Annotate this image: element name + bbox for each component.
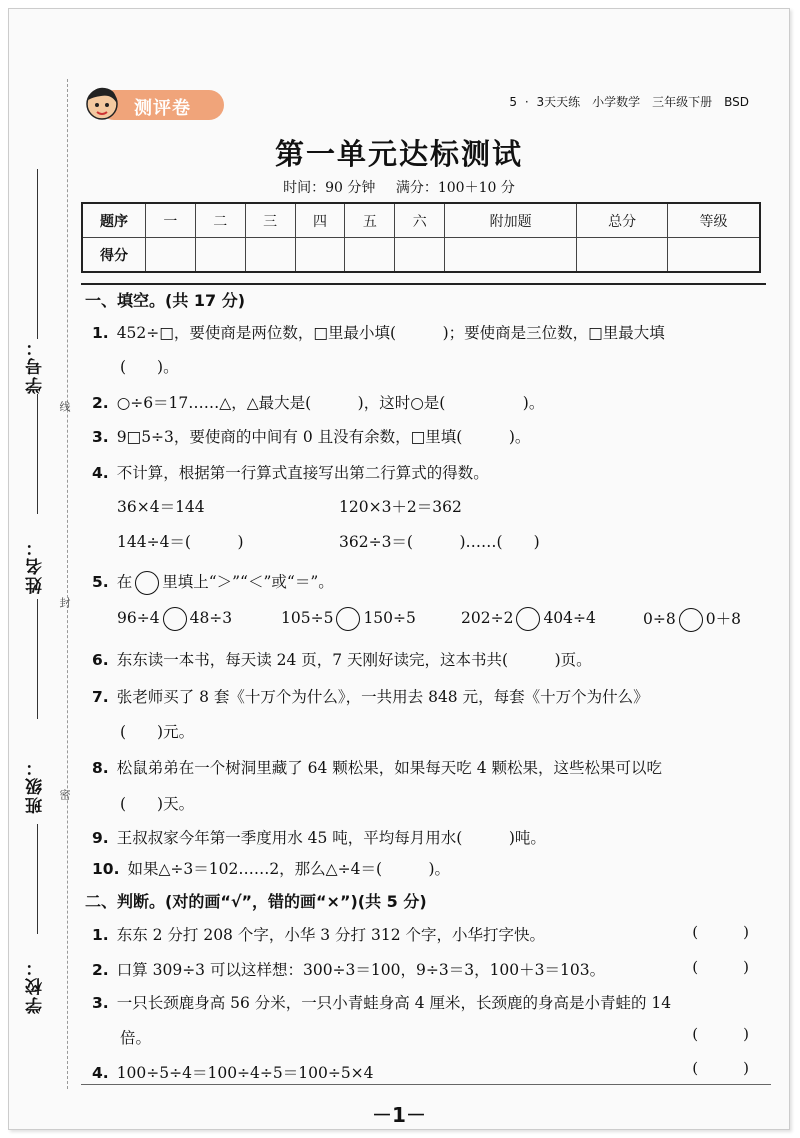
question-text: 张老师买了 8 套《十万个为什么》，一共用去 848 元，每套《十万个为什么》 bbox=[116, 688, 649, 706]
compare-item bbox=[281, 607, 416, 631]
full-score: 满分：100＋10 分 bbox=[395, 180, 515, 196]
section1-heading: 一、填空。(共 17 分) bbox=[85, 291, 246, 310]
score-header-cell: 六 bbox=[395, 203, 445, 238]
compare-right: 48÷3 bbox=[189, 609, 233, 627]
q4-expr-a2: 120×3＋2＝362 bbox=[339, 498, 462, 516]
question-text: 452÷□，要使商是两位数，□里最小填( )；要使商是三位数，□里最大填 bbox=[116, 324, 665, 342]
page-number: －1－ bbox=[372, 1103, 426, 1127]
question-number: 2. bbox=[92, 961, 109, 979]
question-text: ○÷6＝17……△，△最大是( )，这时○是( )。 bbox=[116, 394, 545, 412]
question-number: 1. bbox=[92, 926, 109, 944]
question-1-5 bbox=[92, 570, 334, 595]
score-header-cell: 一 bbox=[146, 203, 196, 238]
question-number: 3. bbox=[92, 994, 109, 1012]
question-1-1-cont: ( )。 bbox=[120, 358, 179, 376]
gutter-label-id: 学号： bbox=[26, 337, 46, 394]
answer-paren[interactable]: ( ) bbox=[692, 923, 749, 941]
question-text: 东东读一本书，每天读 24 页，7 天刚好读完，这本书共( )页。 bbox=[116, 651, 592, 669]
score-input-cell[interactable] bbox=[146, 238, 196, 273]
score-header-cell: 总分 bbox=[577, 203, 668, 238]
question-2-1 bbox=[92, 923, 545, 945]
question-1-8 bbox=[92, 756, 662, 778]
cut-mark-line: 线 bbox=[58, 401, 71, 412]
exam-title: 第一单元达标测试 bbox=[274, 137, 523, 171]
compare-circle[interactable] bbox=[336, 607, 360, 631]
q4-expr-b1: 144÷4＝( ) bbox=[117, 533, 244, 551]
section2-heading: 二、判断。(对的画“√”，错的画“×”)(共 5 分) bbox=[85, 892, 427, 911]
question-1-6 bbox=[92, 648, 592, 670]
question-number: 4. bbox=[92, 464, 109, 482]
gutter-label-class: 班级： bbox=[26, 757, 46, 814]
gutter-line-name bbox=[37, 394, 38, 514]
question-text: 口算 309÷3 可以这样想：300÷3＝100，9÷3＝3，100＋3＝103。 bbox=[116, 961, 606, 979]
footer-rule bbox=[81, 1084, 771, 1085]
question-number: 6. bbox=[92, 651, 109, 669]
student-face-icon bbox=[83, 84, 121, 122]
score-input-cell[interactable] bbox=[245, 238, 295, 273]
header-rule bbox=[81, 283, 766, 285]
question-text: 东东 2 分打 208 个字，小华 3 分打 312 个字，小华打字快。 bbox=[116, 926, 545, 944]
question-2-4 bbox=[92, 1061, 374, 1083]
question-1-7 bbox=[92, 685, 649, 707]
compare-item bbox=[117, 607, 232, 631]
score-table bbox=[81, 202, 761, 273]
question-text: 王叔叔家今年第一季度用水 45 吨，平均每月用水( )吨。 bbox=[116, 829, 546, 847]
score-input-cell[interactable] bbox=[668, 238, 760, 273]
compare-left: 0÷8 bbox=[643, 610, 676, 628]
compare-item bbox=[643, 607, 741, 632]
score-input-cell[interactable] bbox=[577, 238, 668, 273]
gutter-label-name: 姓名： bbox=[26, 537, 46, 594]
question-number: 8. bbox=[92, 759, 109, 777]
question-text: 里填上“＞”“＜”或“＝”。 bbox=[162, 573, 334, 591]
compare-left: 105÷5 bbox=[281, 609, 334, 627]
answer-paren[interactable]: ( ) bbox=[692, 1059, 749, 1077]
question-text: 9□5÷3，要使商的中间有 0 且没有余数，□里填( )。 bbox=[116, 428, 531, 446]
score-input-cell[interactable] bbox=[195, 238, 245, 273]
question-1-10 bbox=[92, 857, 450, 879]
question-number: 5. bbox=[92, 573, 109, 591]
compare-circle[interactable] bbox=[679, 608, 703, 632]
question-text: 100÷5÷4＝100÷4÷5＝100÷5×4 bbox=[116, 1064, 374, 1082]
exam-page bbox=[8, 8, 790, 1130]
question-number: 4. bbox=[92, 1064, 109, 1082]
compare-circle[interactable] bbox=[163, 607, 187, 631]
question-1-8-cont: ( )天。 bbox=[120, 795, 195, 813]
question-1-3 bbox=[92, 425, 530, 447]
compare-right: 150÷5 bbox=[363, 609, 416, 627]
question-2-2 bbox=[92, 958, 605, 980]
exam-subtitle bbox=[9, 177, 789, 197]
answer-paren[interactable]: ( ) bbox=[692, 958, 749, 976]
question-number: 9. bbox=[92, 829, 109, 847]
gutter-label-school: 学校： bbox=[26, 957, 46, 1014]
cut-line bbox=[67, 79, 68, 1089]
compare-item bbox=[461, 607, 596, 631]
question-text-pre: 在 bbox=[116, 573, 133, 591]
score-header-cell: 四 bbox=[295, 203, 345, 238]
q4-expr-a1: 36×4＝144 bbox=[117, 498, 205, 516]
compare-right: 0＋8 bbox=[705, 610, 741, 628]
score-header-cell: 三 bbox=[245, 203, 295, 238]
compare-left: 96÷4 bbox=[117, 609, 160, 627]
question-text: 松鼠弟弟在一个树洞里藏了 64 颗松果，如果每天吃 4 颗松果，这些松果可以吃 bbox=[116, 759, 662, 777]
test-badge bbox=[79, 84, 229, 122]
score-header-cell: 等级 bbox=[668, 203, 760, 238]
question-1-1 bbox=[92, 321, 665, 343]
circle-blank-icon bbox=[135, 571, 159, 595]
question-1-9 bbox=[92, 826, 546, 848]
question-text: 如果△÷3＝102……2，那么△÷4＝( )。 bbox=[127, 860, 451, 878]
score-row-label: 得分 bbox=[82, 238, 146, 273]
time-limit: 时间：90 分钟 bbox=[283, 180, 376, 196]
gutter-line-class bbox=[37, 599, 38, 719]
score-input-cell[interactable] bbox=[345, 238, 395, 273]
badge-label: 测评卷 bbox=[134, 98, 191, 119]
score-header-cell: 附加题 bbox=[445, 203, 577, 238]
question-1-2 bbox=[92, 391, 544, 413]
gutter-line-school bbox=[37, 824, 38, 934]
score-input-cell[interactable] bbox=[395, 238, 445, 273]
q4-expr-b2: 362÷3＝( )……( ) bbox=[339, 533, 540, 551]
question-number: 2. bbox=[92, 394, 109, 412]
compare-circle[interactable] bbox=[516, 607, 540, 631]
compare-right: 404÷4 bbox=[543, 609, 596, 627]
answer-paren[interactable]: ( ) bbox=[692, 1025, 749, 1043]
question-number: 1. bbox=[92, 324, 109, 342]
question-2-3-cont: 倍。 bbox=[120, 1029, 152, 1047]
cut-mark-secret: 密 bbox=[58, 789, 71, 800]
question-1-4 bbox=[92, 461, 489, 483]
question-number: 3. bbox=[92, 428, 109, 446]
score-table-score-row bbox=[82, 238, 760, 273]
question-number: 7. bbox=[92, 688, 109, 706]
compare-left: 202÷2 bbox=[461, 609, 514, 627]
score-input-cell[interactable] bbox=[445, 238, 577, 273]
series-label: 5 · 3天天练 小学数学 三年级下册 BSD bbox=[509, 95, 749, 109]
score-header-cell: 题序 bbox=[82, 203, 146, 238]
question-text: 不计算，根据第一行算式直接写出第二行算式的得数。 bbox=[116, 464, 489, 482]
question-2-3 bbox=[92, 991, 671, 1013]
score-table-header-row bbox=[82, 203, 760, 238]
score-header-cell: 五 bbox=[345, 203, 395, 238]
question-number: 10. bbox=[92, 860, 120, 878]
score-header-cell: 二 bbox=[195, 203, 245, 238]
question-1-7-cont: ( )元。 bbox=[120, 723, 195, 741]
question-text: 一只长颈鹿身高 56 分米，一只小青蛙身高 4 厘米，长颈鹿的身高是小青蛙的 14 bbox=[116, 994, 672, 1012]
cut-mark-seal: 封 bbox=[58, 597, 71, 608]
score-input-cell[interactable] bbox=[295, 238, 345, 273]
